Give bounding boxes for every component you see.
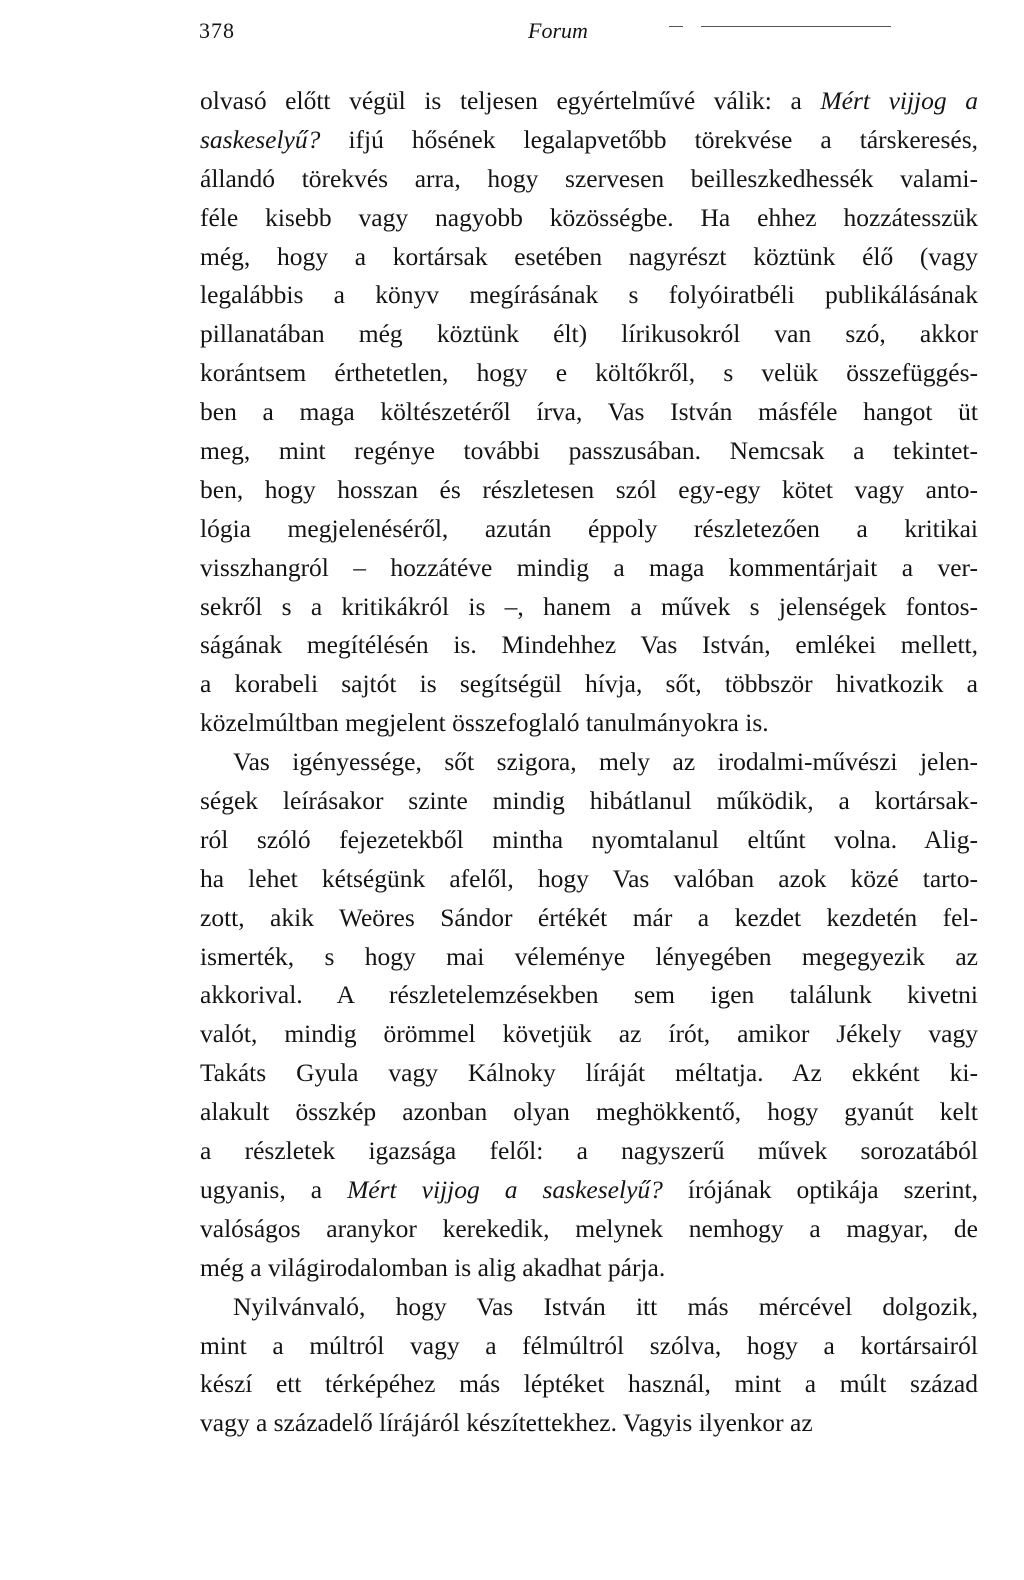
text-segment: írójának optikája szerint,	[662, 1174, 978, 1204]
text-segment: ha lehet kétségünk afelől, hogy Vas valóban azok közé tarto-	[200, 863, 978, 893]
text-segment: lógia megjelenéséről, azután éppoly részletezően a kritikai	[200, 513, 978, 543]
text-line	[200, 549, 978, 588]
text-segment: még a világirodalomban is alig akadhat párja.	[200, 1252, 666, 1282]
text-segment: alakult összkép azonban olyan meghökkentő, hogy gyanút kelt	[200, 1097, 978, 1127]
text-segment: valót, mindig örömmel követjük az írót, amikor Jékely vagy	[200, 1019, 978, 1049]
header-rule	[701, 26, 891, 27]
text-segment: ismerték, s hogy mai véleménye lényegében megegyezik az	[200, 941, 978, 971]
text-segment: közelmúltban megjelent összefoglaló tanulmányokra is.	[200, 708, 769, 738]
text-segment: olvasó előtt végül is teljesen egyértelművé válik: a	[200, 86, 821, 115]
text-line	[200, 393, 978, 432]
text-line	[200, 354, 978, 393]
text-segment: féle kisebb vagy nagyobb közösségbe. Ha ehhez hozzátesszük	[200, 202, 978, 232]
text-line	[200, 1210, 978, 1249]
text-line	[200, 1288, 978, 1327]
text-line	[200, 121, 978, 160]
text-segment: sekről s a kritikákról is –, hanem a művek s jelenségek fontos-	[200, 591, 978, 621]
text-line	[200, 743, 978, 782]
text-segment: Nyilvánvaló, hogy Vas István itt más mércével dolgozik,	[233, 1291, 978, 1321]
text-line	[200, 471, 978, 510]
text-segment: legalábbis a könyv megírásának s folyóiratbéli publikálásának	[200, 280, 978, 310]
text-line	[200, 432, 978, 471]
header-rule	[669, 26, 683, 27]
text-line	[200, 1015, 978, 1054]
text-line	[200, 1054, 978, 1093]
running-title: Forum	[528, 18, 588, 43]
text-line	[200, 1365, 978, 1404]
text-line	[200, 510, 978, 549]
text-line	[200, 1327, 978, 1366]
text-line	[200, 82, 978, 121]
text-line	[200, 160, 978, 199]
text-segment: ben, hogy hosszan és részletesen szól egy-egy kötet vagy anto-	[200, 474, 978, 504]
text-segment: Takáts Gyula vagy Kálnoky líráját méltatja. Az ekként ki-	[200, 1058, 978, 1088]
italic-title: saskeselyű?	[200, 124, 321, 154]
text-segment: vagy a századelő lírájáról készítettekhez. Vagyis ilyenkor az	[200, 1408, 813, 1438]
text-line	[200, 1093, 978, 1132]
text-line	[200, 899, 978, 938]
text-line	[200, 626, 978, 665]
paragraph	[200, 1288, 978, 1444]
text-line	[200, 1249, 978, 1288]
text-line	[200, 860, 978, 899]
text-segment: készí ett térképéhez más léptéket használ, mint a múlt század	[200, 1369, 978, 1399]
text-segment: Vas igényessége, sőt szigora, mely az irodalmi-művészi jelen-	[233, 747, 978, 777]
text-segment: a korabeli sajtót is segítségül hívja, sőt, többször hivatkozik a	[200, 669, 978, 699]
text-segment: ságának megítélésén is. Mindehhez Vas István, emlékei mellett,	[200, 630, 978, 660]
text-line	[200, 976, 978, 1015]
text-segment: mint a múltról vagy a félmúltról szólva, hogy a kortársairól	[200, 1330, 978, 1360]
italic-title: Mért vijjog a saskeselyű?	[347, 1174, 663, 1204]
text-segment: ról szóló fejezetekből mintha nyomtalanul eltűnt volna. Alig-	[200, 824, 978, 854]
text-segment: ségek leírásakor szinte mindig hibátlanul működik, a kortársak-	[200, 786, 978, 816]
text-segment: ben a maga költészetéről írva, Vas István másféle hangot üt	[200, 397, 978, 427]
text-line	[200, 782, 978, 821]
italic-title: Mért vijjog a	[820, 86, 978, 115]
text-segment: a részletek igazsága felől: a nagyszerű művek sorozatából	[200, 1136, 978, 1166]
text-line	[200, 588, 978, 627]
text-segment: pillanatában még köztünk élt) lírikusokról van szó, akkor	[200, 319, 978, 349]
text-line	[200, 238, 978, 277]
text-line	[200, 199, 978, 238]
body-text	[200, 82, 978, 1443]
text-line	[200, 276, 978, 315]
text-line	[200, 821, 978, 860]
text-segment: állandó törekvés arra, hogy szervesen beilleszkedhessék valami-	[200, 163, 978, 193]
text-segment: akkorival. A részletelemzésekben sem igen találunk kivetni	[200, 980, 978, 1010]
text-line	[200, 1171, 978, 1210]
text-segment: korántsem érthetetlen, hogy e költőkről, s velük összefüggés-	[200, 358, 978, 388]
text-line	[200, 1404, 978, 1443]
text-segment: meg, mint regénye további passzusában. Nemcsak a tekintet-	[200, 436, 978, 466]
text-segment: valóságos aranykor kerekedik, melynek nemhogy a magyar, de	[200, 1213, 978, 1243]
text-line	[200, 704, 978, 743]
paragraph	[200, 82, 978, 743]
text-segment: zott, akik Weöres Sándor értékét már a kezdet kezdetén fel-	[200, 902, 978, 932]
paragraph	[200, 743, 978, 1287]
text-line	[200, 1132, 978, 1171]
running-head	[199, 18, 979, 48]
text-segment: visszhangról – hozzátéve mindig a maga kommentárjait a ver-	[200, 552, 978, 582]
text-segment: ugyanis, a	[200, 1174, 348, 1204]
text-line	[200, 315, 978, 354]
text-line	[200, 938, 978, 977]
page-number: 378	[199, 18, 235, 43]
text-segment: ifjú hősének legalapvetőbb törekvése a társkeresés,	[320, 124, 978, 154]
text-segment: még, hogy a kortársak esetében nagyrészt köztünk élő (vagy	[200, 241, 978, 271]
text-line	[200, 665, 978, 704]
